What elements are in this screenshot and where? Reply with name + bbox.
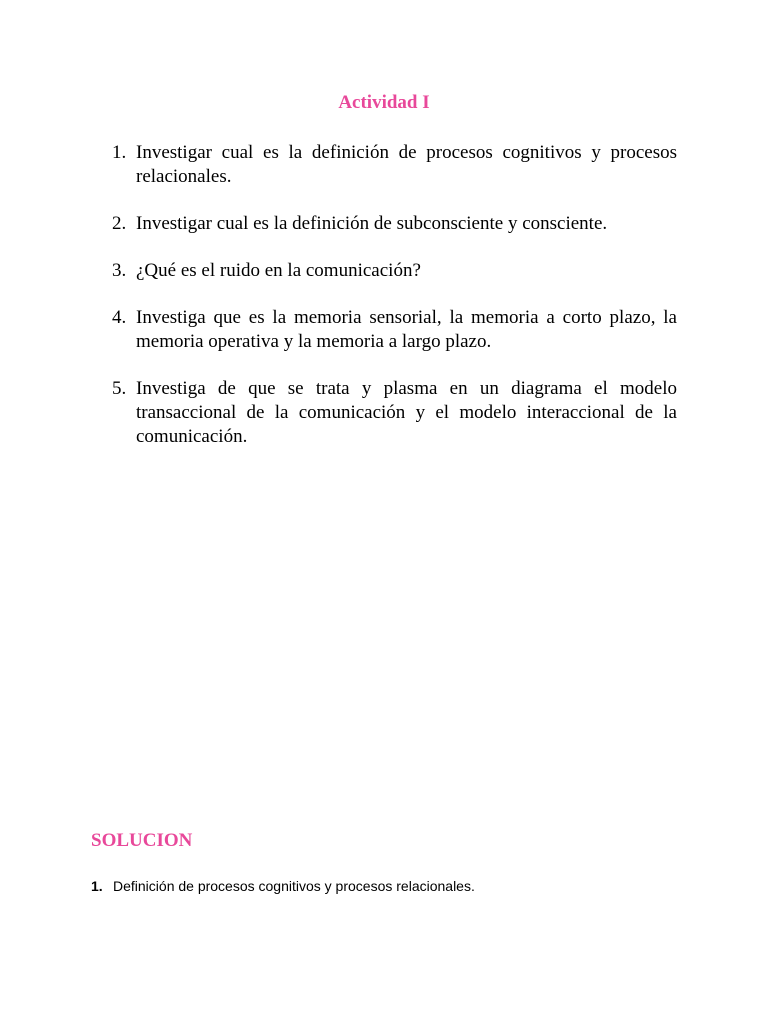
list-item-text: ¿Qué es el ruido en la comunicación? [136,260,421,281]
list-item-text: Investigar cual es la definición de procesos cognitivos y procesos relacionales. [136,142,677,187]
list-item-text: Investigar cual es la definición de subconsciente y consciente. [136,213,608,234]
list-item [100,377,677,449]
solution-heading: SOLUCION [91,830,193,851]
list-item-number: 2. [112,213,127,234]
list-item [100,259,677,283]
activity-title: Actividad I [338,92,430,113]
list-item-number: 1. [112,142,127,163]
solution-item [91,878,475,894]
list-item-text: Investiga que es la memoria sensorial, la memoria a corto plazo, la memoria operativa y la memoria a largo plazo. [136,307,677,352]
activity-list [100,141,677,472]
solution-item-number: 1. [91,878,103,894]
list-item-text: Investiga de que se trata y plasma en un diagrama el modelo transaccional de la comunicación y el modelo interaccional de la comunicación. [136,378,677,447]
list-item-number: 4. [112,307,127,328]
list-item-number: 5. [112,378,127,399]
list-item [100,306,677,354]
list-item [100,141,677,189]
solution-item-text: Definición de procesos cognitivos y procesos relacionales. [113,878,475,894]
list-item [100,212,677,236]
list-item-number: 3. [112,260,127,281]
